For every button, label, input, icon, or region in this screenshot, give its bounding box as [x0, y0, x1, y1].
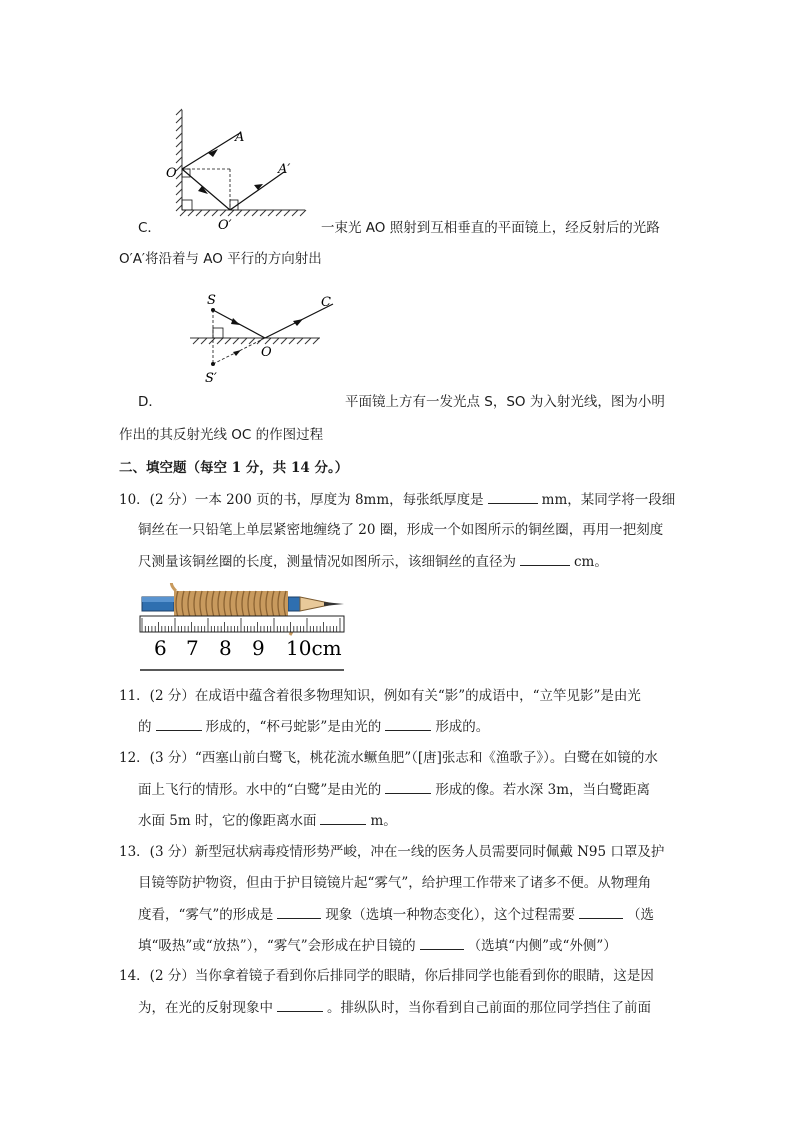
q10-text-b: mm，某同学将一段细 [541, 492, 676, 508]
q13-text-e: （选填“内侧”或“外侧”） [467, 938, 617, 954]
ruler-label-9: 9 [252, 636, 265, 660]
label-a-prime: A′ [278, 162, 291, 177]
label-a: A [235, 130, 245, 145]
q10-text-d: cm。 [574, 554, 608, 570]
label-s: S [207, 293, 216, 308]
label-s-prime: S′ [205, 371, 217, 386]
answer-blank[interactable] [385, 716, 431, 731]
q10-line1 [119, 489, 675, 510]
q12-text-d: m。 [370, 813, 397, 829]
q11-line1: 11．(2 分）在成语中蕴含着很多物理知识，例如有关“影”的成语中，“立竿见影”是由光 [119, 688, 641, 704]
q12-text-c: 水面 5m 时，它的像距离水面 [138, 813, 317, 829]
answer-blank[interactable] [320, 810, 366, 825]
q13-line2: 目镜等防护物资，但由于护目镜镜片起“雾气”，给护理工作带来了诸多不便。从物理角 [138, 875, 652, 891]
option-d-text-1: 平面镜上方有一发光点 S，SO 为入射光线，图为小明 [345, 394, 665, 410]
q10-text-c: 尺测量该铜丝圈的长度，测量情况如图所示，该细铜丝的直径为 [138, 554, 516, 570]
ruler-label-6: 6 [154, 636, 167, 660]
q12-line2 [138, 779, 650, 800]
label-c: C [321, 295, 331, 310]
q13-line3 [138, 904, 654, 925]
option-d-label: D． [138, 394, 162, 410]
q12-line1: 12．(3 分）“西塞山前白鹭飞，桃花流水鳜鱼肥”（[唐]张志和《渔歌子》）。白鹭在如镜的水 [119, 750, 658, 766]
answer-blank[interactable] [420, 935, 464, 950]
option-c-label: C． [138, 220, 161, 236]
q12-line3 [138, 810, 397, 831]
q13-text-d: 填“吸热”或“放热”），“雾气”会形成在护目镜的 [138, 938, 416, 954]
q10-text-a: 10．(2 分）一本 200 页的书，厚度为 8mm，每张纸厚度是 [119, 492, 484, 508]
option-c-text-1: 一束光 AO 照射到互相垂直的平面镜上，经反射后的光路 [321, 220, 660, 236]
answer-blank[interactable] [488, 489, 538, 504]
figure-pencil-ruler [138, 583, 350, 675]
q13-text-c: （选 [627, 907, 655, 923]
q14-text-a: 为，在光的反射现象中 [138, 1000, 273, 1016]
answer-blank[interactable] [277, 904, 321, 919]
answer-blank[interactable] [277, 997, 323, 1012]
q10-line3 [138, 551, 608, 572]
option-c-text-2: O′A′将沿着与 AO 平行的方向射出 [119, 251, 322, 267]
q11-text-b: 形成的，“杯弓蛇影”是由光的 [205, 719, 382, 735]
option-d-text-2: 作出的其反射光线 OC 的作图过程 [119, 427, 324, 443]
label-o-prime: O′ [218, 218, 232, 233]
figure-perpendicular-mirrors [160, 105, 310, 235]
figure-point-source-mirror [185, 288, 345, 388]
q10-line2: 铜丝在一只铅笔上单层紧密地缠绕了 20 圈，形成一个如图所示的铜丝圈，再用一把刻度 [138, 522, 664, 538]
q12-text-b: 形成的像。若水深 3m，当白鹭距离 [435, 782, 650, 798]
answer-blank[interactable] [385, 779, 431, 794]
section-heading: 二、填空题（每空 1 分，共 14 分。） [119, 460, 349, 476]
q13-line4 [138, 935, 617, 956]
q11-text-c: 形成的。 [435, 719, 490, 735]
ruler-label-10cm: 10cm [286, 636, 342, 660]
q12-text-a: 面上飞行的情形。水中的“白鹭”是由光的 [138, 782, 382, 798]
q11-text-a: 的 [138, 719, 152, 735]
q14-line2 [138, 997, 651, 1018]
ruler-label-7: 7 [186, 636, 199, 660]
label-o: O [261, 345, 272, 360]
q13-text-b: 现象（选填一种物态变化），这个过程需要 [325, 907, 576, 923]
q14-text-b: 。排纵队时，当你看到自己前面的那位同学挡住了前面 [327, 1000, 651, 1016]
answer-blank[interactable] [579, 904, 623, 919]
q13-line1: 13．(3 分）新型冠状病毒疫情形势严峻，冲在一线的医务人员需要同时佩戴 N95 口罩及护 [119, 844, 665, 860]
q14-line1: 14．(2 分）当你拿着镜子看到你后排同学的眼睛，你后排同学也能看到你的眼睛，这是因 [119, 968, 654, 984]
answer-blank[interactable] [156, 716, 202, 731]
q13-text-a: 度看，“雾气”的形成是 [138, 907, 274, 923]
q11-line2 [138, 716, 489, 737]
label-o: O [166, 166, 177, 181]
answer-blank[interactable] [520, 551, 570, 566]
ruler-label-8: 8 [219, 636, 232, 660]
